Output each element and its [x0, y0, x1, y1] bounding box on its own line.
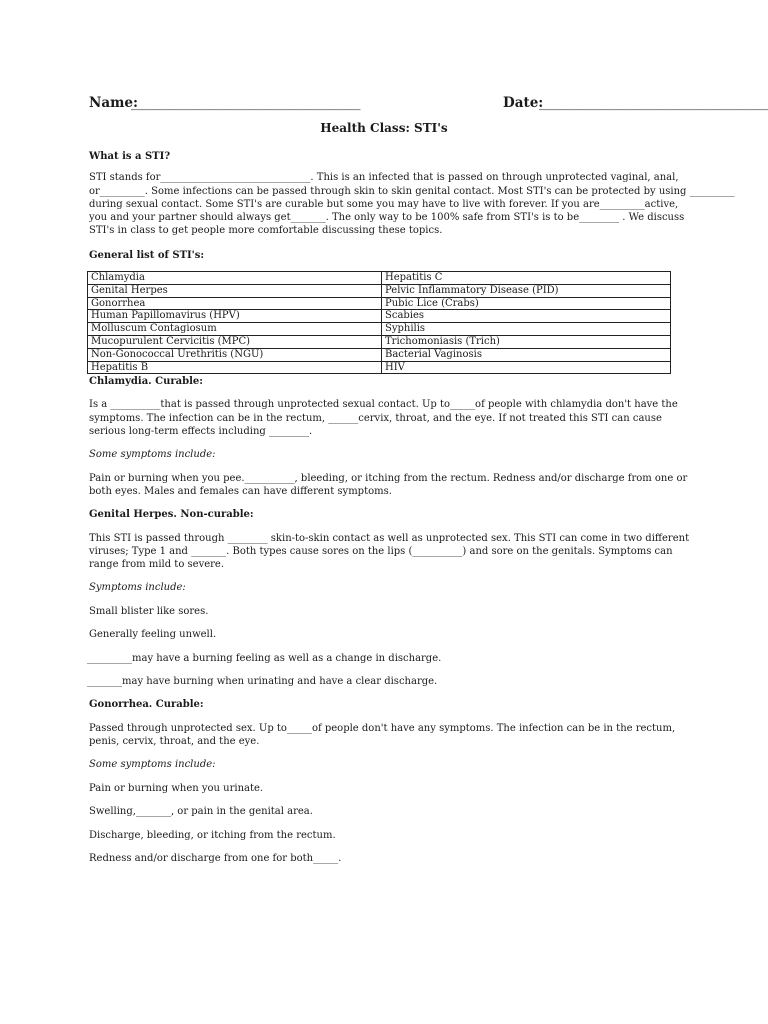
- table-row: [88, 348, 671, 361]
- list-item: Discharge, bleeding, or itching from the rectum.: [89, 830, 336, 841]
- symptoms-label: Some symptoms include:: [89, 449, 216, 460]
- paragraph-line: or_________. Some infections can be passed through skin to skin genital contact. Most STI's can be protected by using _________: [89, 186, 735, 197]
- table-row: [88, 361, 671, 374]
- paragraph-line: Pain or burning when you pee.__________, bleeding, or itching from the rectum. Redness and/or discharge from one or: [89, 473, 688, 484]
- table-row: [88, 310, 671, 323]
- table-cell: Hepatitis C: [382, 272, 671, 285]
- paragraph-line: This STI is passed through ________ skin-to-skin contact as well as unprotected sex. This STI can come in two different: [89, 533, 690, 544]
- name-field[interactable]: __________________________________: [131, 95, 361, 111]
- list-item: Redness and/or discharge from one for both_____.: [89, 853, 342, 864]
- paragraph-line: serious long-term effects including ________.: [89, 426, 313, 437]
- table-cell: Chlamydia: [88, 272, 382, 285]
- symptoms-label: Symptoms include:: [89, 582, 186, 593]
- table-row: [88, 297, 671, 310]
- table-cell: Gonorrhea: [88, 297, 382, 310]
- table-cell: Pelvic Inflammatory Disease (PID): [382, 284, 671, 297]
- date-field[interactable]: __________________________________: [539, 95, 768, 111]
- paragraph-line: penis, cervix, throat, and the eye.: [89, 736, 260, 747]
- table-cell: Hepatitis B: [88, 361, 382, 374]
- paragraph-line: STI's in class to get people more comfortable discussing these topics.: [89, 225, 443, 236]
- paragraph-line: range from mild to severe.: [89, 559, 225, 570]
- list-item: _______may have burning when urinating and have a clear discharge.: [87, 676, 438, 687]
- section-heading-what-is-sti: What is a STI?: [89, 151, 171, 162]
- table-row: [88, 284, 671, 297]
- page-title: Health Class: STI's: [320, 121, 448, 135]
- list-item: Swelling,_______, or pain in the genital area.: [89, 806, 313, 817]
- table-cell: HIV: [382, 361, 671, 374]
- list-item: Generally feeling unwell.: [89, 629, 217, 640]
- section-heading-genital-herpes: Genital Herpes. Non-curable:: [89, 509, 254, 520]
- table-cell: Non-Gonococcal Urethritis (NGU): [88, 348, 382, 361]
- table-cell: Mucopurulent Cervicitis (MPC): [88, 335, 382, 348]
- symptoms-label: Some symptoms include:: [89, 759, 216, 770]
- section-heading-general-list: General list of STI's:: [89, 250, 205, 261]
- table-cell: Human Papillomavirus (HPV): [88, 310, 382, 323]
- table-row: [88, 335, 671, 348]
- date-label: Date:: [503, 95, 544, 111]
- name-label: Name:: [89, 95, 138, 111]
- table-cell: Pubic Lice (Crabs): [382, 297, 671, 310]
- section-heading-chlamydia: Chlamydia. Curable:: [89, 376, 203, 387]
- paragraph-line: Is a __________that is passed through unprotected sexual contact. Up to_____of people with chlamydia don't have the: [89, 399, 678, 410]
- sti-list-table: [87, 271, 671, 374]
- table-cell: Genital Herpes: [88, 284, 382, 297]
- paragraph-line: viruses; Type 1 and _______. Both types cause sores on the lips (__________) and sore on the genitals. Symptoms can: [89, 546, 673, 557]
- paragraph-line: both eyes. Males and females can have different symptoms.: [89, 486, 392, 497]
- list-item: _________may have a burning feeling as well as a change in discharge.: [87, 653, 442, 664]
- paragraph-line: you and your partner should always get_______. The only way to be 100% safe from STI's is to be________ . We discuss: [89, 212, 685, 223]
- paragraph-line: STI stands for______________________________. This is an infected that is passed on through unprotected vaginal, anal,: [89, 172, 679, 183]
- table-cell: Scabies: [382, 310, 671, 323]
- list-item: Pain or burning when you urinate.: [89, 783, 264, 794]
- section-heading-gonorrhea: Gonorrhea. Curable:: [89, 699, 204, 710]
- paragraph-line: symptoms. The infection can be in the rectum, ______cervix, throat, and the eye. If not treated this STI can cause: [89, 413, 662, 424]
- table-row: [88, 323, 671, 336]
- table-row: [88, 272, 671, 285]
- paragraph-line: during sexual contact. Some STI's are curable but some you may have to live with forever. If you are_________active,: [89, 199, 679, 210]
- list-item: Small blister like sores.: [89, 606, 209, 617]
- paragraph-line: Passed through unprotected sex. Up to_____of people don't have any symptoms. The infection can be in the rectum,: [89, 723, 676, 734]
- table-cell: Trichomoniasis (Trich): [382, 335, 671, 348]
- table-cell: Molluscum Contagiosum: [88, 323, 382, 336]
- table-cell: Bacterial Vaginosis: [382, 348, 671, 361]
- table-cell: Syphilis: [382, 323, 671, 336]
